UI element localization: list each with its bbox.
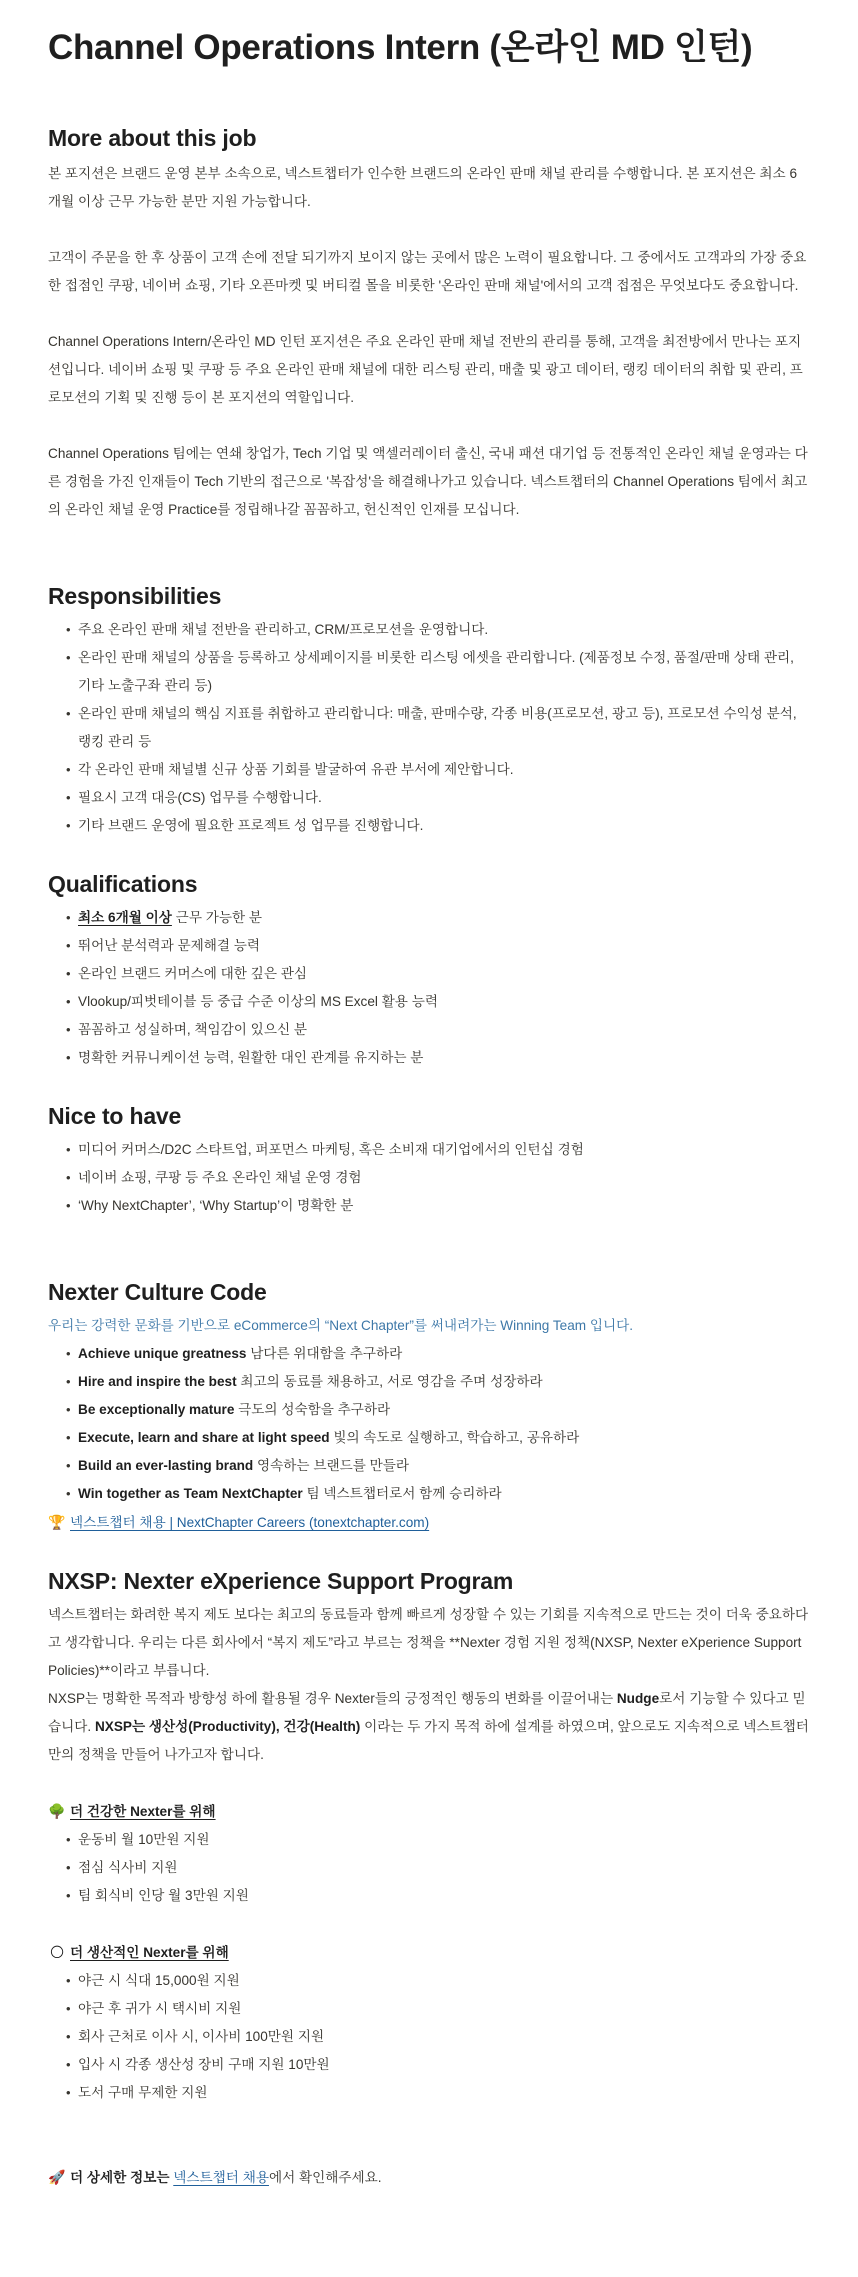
trophy-icon: 🏆 [48, 1514, 66, 1530]
bullet-icon: • [66, 1374, 71, 1389]
nice-to-have-section [48, 1100, 810, 1220]
bullet-icon: • [66, 818, 71, 833]
culture-intro: 우리는 강력한 문화를 기반으로 eCommerce의 “Next Chapter”를 써내려가는 Winning Team 입니다. [48, 1318, 634, 1333]
list-item: • 야근 후 귀가 시 택시비 지원 [66, 1995, 810, 2023]
list-item: • 네이버 쇼핑, 쿠팡 등 주요 온라인 채널 운영 경험 [66, 1164, 810, 1192]
qualifications-section [48, 868, 810, 1072]
responsibilities-section [48, 580, 810, 840]
qualifications-list [48, 904, 810, 1072]
bullet-icon: • [66, 938, 71, 953]
bullet-icon: • [66, 2029, 71, 2044]
nice-to-have-list [48, 1136, 810, 1220]
bullet-icon: • [66, 2057, 71, 2072]
bullet-icon: • [66, 1170, 71, 1185]
bullet-icon: • [66, 1832, 71, 1847]
list-item: • 꼼꼼하고 성실하며, 책임감이 있으신 분 [66, 1016, 810, 1044]
productivity-subheading: 🌕 더 생산적인 Nexter를 위해 [48, 1938, 810, 1967]
careers-line [48, 1508, 810, 1537]
list-item: • Be exceptionally mature 극도의 성숙함을 추구하라 [66, 1396, 810, 1424]
list-item: • 입사 시 각종 생산성 장비 구매 지원 10만원 [66, 2051, 810, 2079]
list-item: • 운동비 월 10만원 지원 [66, 1826, 810, 1854]
list-item: • 팀 회식비 인당 월 3만원 지원 [66, 1882, 810, 1910]
culture-list [48, 1340, 810, 1508]
health-subheading: 🌳 더 건강한 Nexter를 위해 [48, 1797, 810, 1826]
nxsp-paragraph-2: NXSP는 명확한 목적과 방향성 하에 활용될 경우 Nexter들의 긍정적인 행동의 변화를 이끌어내는 Nudge로서 기능할 수 있다고 믿습니다. NXSP는 생산성(Productivity), 건강(Health) 이라는 두 가지 목적 하에 설계를 하였으며, 앞으로도 지속적으로 넥스트챕터만의 정책을 만들어 나가고자 합니다. [48, 1691, 809, 1762]
list-item: • Build an ever-lasting brand 영속하는 브랜드를 만들라 [66, 1452, 810, 1480]
nice-to-have-heading: Nice to have [48, 1103, 182, 1129]
bullet-icon: • [66, 1458, 71, 1473]
careers-link[interactable]: 넥스트챕터 채용 | NextChapter Careers (tonextchapter.com) [70, 1515, 430, 1530]
list-item: • 명확한 커뮤니케이션 능력, 원활한 대인 관계를 유지하는 분 [66, 1044, 810, 1072]
list-item: • 온라인 브랜드 커머스에 대한 깊은 관심 [66, 960, 810, 988]
emphasis-min-period: 최소 6개월 이상 [78, 910, 172, 925]
responsibilities-list [48, 616, 810, 840]
bullet-icon: • [66, 650, 71, 665]
bullet-icon: • [66, 706, 71, 721]
bullet-icon: • [66, 1973, 71, 1988]
health-benefits-list [48, 1826, 810, 1910]
about-paragraph-1: 본 포지션은 브랜드 운영 본부 소속으로, 넥스트챕터가 인수한 브랜드의 온라인 판매 채널 관리를 수행합니다. 본 포지션은 최소 6개월 이상 근무 가능한 분만 지원 가능합니다. [48, 166, 798, 209]
bullet-icon: • [66, 790, 71, 805]
list-item: • Win together as Team NextChapter 팀 넥스트챕터로서 함께 승리하라 [66, 1480, 810, 1508]
list-item: • 주요 온라인 판매 채널 전반을 관리하고, CRM/프로모션을 운영합니다. [66, 616, 810, 644]
bullet-icon: • [66, 910, 71, 925]
list-item: • 뛰어난 분석력과 문제해결 능력 [66, 932, 810, 960]
list-item: • 온라인 판매 채널의 상품을 등록하고 상세페이지를 비롯한 리스팅 에셋을 관리합니다. (제품정보 수정, 품절/판매 상태 관리, 기타 노출구좌 관리 등) [66, 644, 810, 700]
list-item: • 기타 브랜드 운영에 필요한 프로젝트 성 업무를 진행합니다. [66, 812, 810, 840]
bullet-icon: • [66, 1402, 71, 1417]
list-item: • 점심 식사비 지원 [66, 1854, 810, 1882]
bullet-icon: • [66, 1860, 71, 1875]
nxsp-paragraph-1: 넥스트챕터는 화려한 복지 제도 보다는 최고의 동료들과 함께 빠르게 성장할 수 있는 기회를 지속적으로 만드는 것이 더욱 중요하다고 생각합니다. 우리는 다른 회사에서 “복지 제도”라고 부르는 정책을 **Nexter 경험 지원 정책(NXSP, Nexter eXperience Support Policies)**이라고 부릅니다. [48, 1607, 809, 1678]
list-item: • 각 온라인 판매 채널별 신규 상품 기회를 발굴하여 유관 부서에 제안합니다. [66, 756, 810, 784]
list-item: • 야근 시 식대 15,000원 지원 [66, 1967, 810, 1995]
bullet-icon: • [66, 2085, 71, 2100]
list-item: • 회사 근처로 이사 시, 이사비 100만원 지원 [66, 2023, 810, 2051]
list-item: • Execute, learn and share at light speed 빛의 속도로 실행하고, 학습하고, 공유하라 [66, 1424, 810, 1452]
tree-icon: 🌳 [48, 1803, 66, 1819]
about-heading: More about this job [48, 125, 257, 151]
bullet-icon: • [66, 1050, 71, 1065]
list-item: • Vlookup/피벗테이블 등 중급 수준 이상의 MS Excel 활용 능력 [66, 988, 810, 1016]
sun-icon: 🌕 [49, 1944, 65, 1960]
list-item: • 미디어 커머스/D2C 스타트업, 퍼포먼스 마케팅, 혹은 소비재 대기업에서의 인턴십 경험 [66, 1136, 810, 1164]
bullet-icon: • [66, 622, 71, 637]
list-item: • 최소 6개월 이상 근무 가능한 분 [66, 904, 810, 932]
footer-line: 🚀 더 상세한 정보는 넥스트챕터 채용에서 확인해주세요. [48, 2163, 810, 2192]
bullet-icon: • [66, 994, 71, 1009]
bullet-icon: • [66, 1430, 71, 1445]
bullet-icon: • [66, 1486, 71, 1501]
page-title: Channel Operations Intern (온라인 MD 인턴) [48, 28, 753, 67]
bullet-icon: • [66, 966, 71, 981]
rocket-icon: 🚀 [48, 2169, 66, 2185]
list-item: • 도서 구매 무제한 지원 [66, 2079, 810, 2107]
bullet-icon: • [66, 1346, 71, 1361]
productivity-benefits-list [48, 1967, 810, 2107]
about-paragraph-4: Channel Operations 팀에는 연쇄 창업가, Tech 기업 및 액셀러레이터 출신, 국내 패션 대기업 등 전통적인 온라인 채널 운영과는 다른 경험을 가진 인재들이 Tech 기반의 접근으로 '복잡성'을 해결해나가고 있습니다. 넥스트챕터의 Channel Operations 팀에서 최고의 온라인 채널 운영 Practice를 정립해나갈 꼼꼼하고, 헌신적인 인재를 모십니다. [48, 446, 808, 517]
about-paragraph-2: 고객이 주문을 한 후 상품이 고객 손에 전달 되기까지 보이지 않는 곳에서 많은 노력이 필요합니다. 그 중에서도 고객과의 가장 중요한 접점인 쿠팡, 네이버 쇼핑, 기타 오픈마켓 및 버티컬 몰을 비롯한 '온라인 판매 채널'에서의 고객 접점은 무엇보다도 중요합니다. [48, 250, 807, 293]
list-item: • Achieve unique greatness 남다른 위대함을 추구하라 [66, 1340, 810, 1368]
bullet-icon: • [66, 1888, 71, 1903]
bullet-icon: • [66, 762, 71, 777]
qualifications-heading: Qualifications [48, 871, 198, 897]
bullet-icon: • [66, 1022, 71, 1037]
nxsp-heading: NXSP: Nexter eXperience Support Program [48, 1568, 514, 1594]
bullet-icon: • [66, 2001, 71, 2016]
list-item: • Hire and inspire the best 최고의 동료를 채용하고, 서로 영감을 주며 성장하라 [66, 1368, 810, 1396]
about-section [48, 122, 810, 524]
careers-footer-link[interactable]: 넥스트챕터 채용 [173, 2170, 269, 2185]
list-item: • ‘Why NextChapter’, ‘Why Startup’이 명확한 분 [66, 1192, 810, 1220]
culture-section [48, 1276, 810, 1537]
about-paragraph-3: Channel Operations Intern/온라인 MD 인턴 포지션은 주요 온라인 판매 채널 전반의 관리를 통해, 고객을 최전방에서 만나는 포지션입니다. 네이버 쇼핑 및 쿠팡 등 주요 온라인 판매 채널에 대한 리스팅 관리, 매출 및 광고 데이터, 랭킹 데이터의 취합 및 관리, 프로모션의 기획 및 진행 등이 본 포지션의 역할입니다. [48, 334, 803, 405]
list-item: • 온라인 판매 채널의 핵심 지표를 취합하고 관리합니다: 매출, 판매수량, 각종 비용(프로모션, 광고 등), 프로모션 수익성 분석, 랭킹 관리 등 [66, 700, 810, 756]
responsibilities-heading: Responsibilities [48, 583, 222, 609]
list-item: • 필요시 고객 대응(CS) 업무를 수행합니다. [66, 784, 810, 812]
bullet-icon: • [66, 1142, 71, 1157]
culture-heading: Nexter Culture Code [48, 1279, 267, 1305]
bullet-icon: • [66, 1198, 71, 1213]
nxsp-section [48, 1565, 810, 2107]
